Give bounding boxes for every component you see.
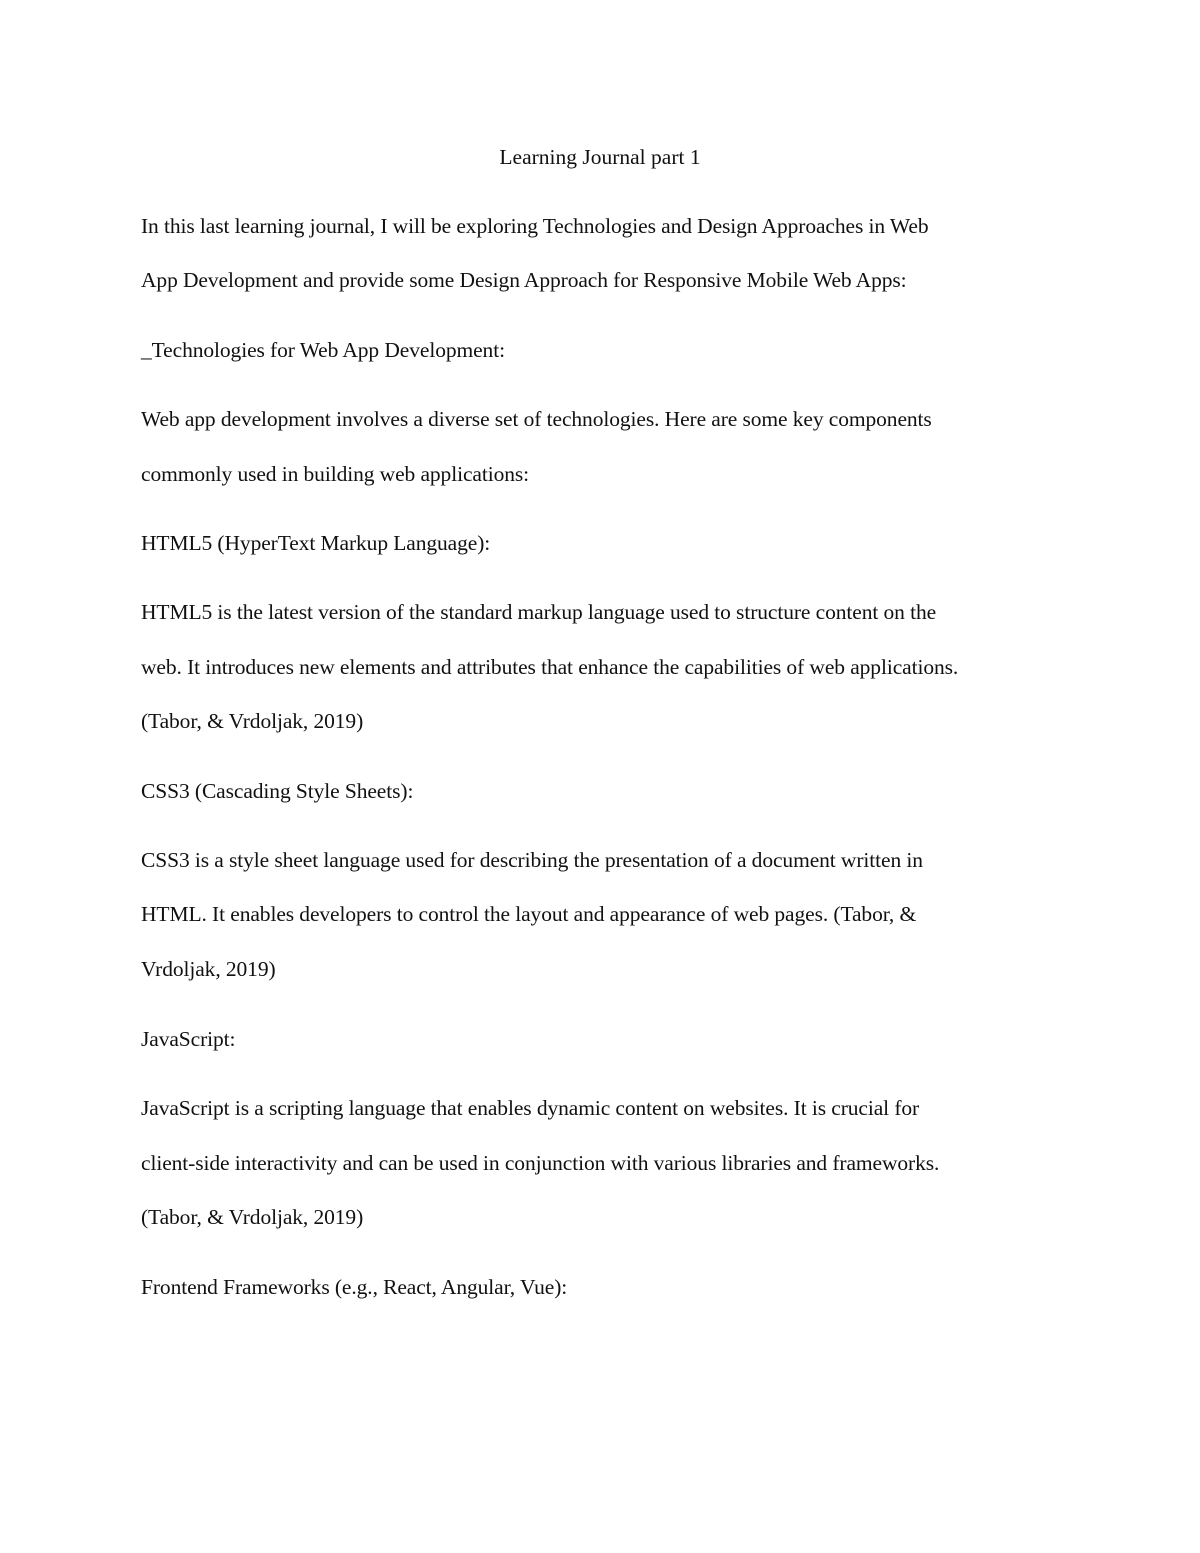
subheading-javascript: JavaScript: [141,1027,236,1051]
section-heading-technologies: _Technologies for Web App Development: [141,338,505,362]
subheading-css3: CSS3 (Cascading Style Sheets): [141,779,414,803]
overview-line-1: Web app development involves a diverse set of technologies. Here are some key components [141,407,932,431]
css3-citation: Vrdoljak, 2019) [141,957,276,981]
subheading-html5: HTML5 (HyperText Markup Language): [141,531,491,555]
html5-line-1: HTML5 is the latest version of the standard markup language used to structure content on the [141,600,937,624]
overview-line-2: commonly used in building web applications: [141,462,530,486]
intro-line-1: In this last learning journal, I will be exploring Technologies and Design Approaches in Web [141,214,929,238]
page-title: Learning Journal part 1 [499,145,701,169]
javascript-line-2: client-side interactivity and can be used in conjunction with various libraries and frameworks. [141,1151,940,1175]
css3-line-2: HTML. It enables developers to control the layout and appearance of web pages. (Tabor, & [141,902,917,926]
html5-line-2: web. It introduces new elements and attributes that enhance the capabilities of web applications. [141,655,959,679]
intro-line-2: App Development and provide some Design Approach for Responsive Mobile Web Apps: [141,268,907,292]
javascript-line-1: JavaScript is a scripting language that enables dynamic content on websites. It is crucial for [141,1096,920,1120]
subheading-frontend-frameworks: Frontend Frameworks (e.g., React, Angular, Vue): [141,1275,568,1299]
css3-line-1: CSS3 is a style sheet language used for describing the presentation of a document written in [141,848,923,872]
javascript-citation: (Tabor, & Vrdoljak, 2019) [141,1205,364,1229]
html5-citation: (Tabor, & Vrdoljak, 2019) [141,709,364,733]
